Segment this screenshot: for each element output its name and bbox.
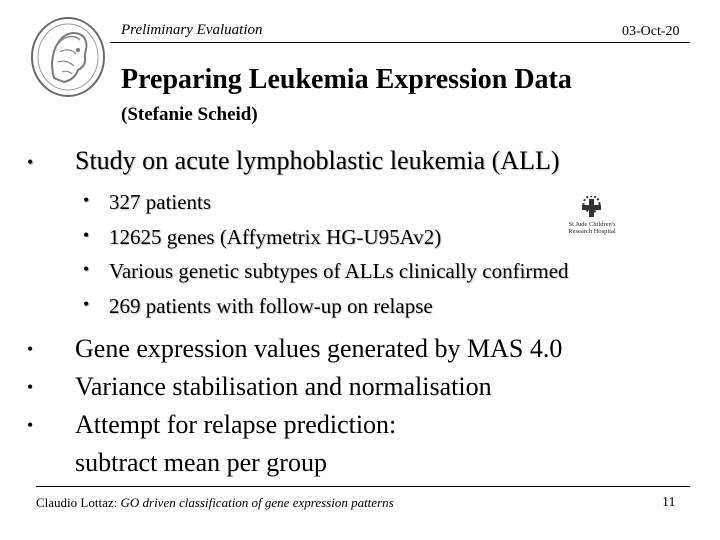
footer-citation [36,495,394,511]
list-item-text: 12625 genes (Affymetrix HG-U95Av2) [109,224,442,249]
list-item-text: 269 patients with follow-up on relapse [109,293,433,318]
list-item [27,330,562,368]
list-item-text: Variance stabilisation and normalisation [75,372,492,401]
header-section-title: Preliminary Evaluation [121,22,263,38]
slide-subtitle: (Stefanie Scheid) [121,104,258,125]
bullet-marker: • [27,377,34,397]
svg-text:Research Hospital: Research Hospital [568,228,616,235]
svg-text:St Jude Children's: St Jude Children's [568,221,616,228]
page-number: 11 [662,495,676,510]
list-item-text: Various genetic subtypes of ALLs clinically confirmed [109,259,569,283]
list-item-text: Attempt for relapse prediction: [75,410,397,439]
list-item-text-continuation: subtract mean per group [75,448,327,477]
bullet-marker: • [27,339,34,359]
bullet-marker: • [27,152,34,172]
bullet-marker: • [83,293,90,314]
footer-author: Claudio Lottaz: [36,495,118,510]
header-divider [110,42,690,43]
list-item-text: 327 patients [109,190,212,214]
list-item [27,368,562,406]
list-item [27,406,562,482]
footer-divider [36,486,690,487]
footer-topic: GO driven classification of gene expression patterns [120,495,394,510]
intro-bullet-text: Study on acute lymphoblastic leukemia (ALL) [75,146,560,175]
bullet-marker: • [27,415,34,435]
slide-title: Preparing Leukemia Expression Data [121,64,572,95]
list-item-text: Gene expression values generated by MAS 4.0 [75,334,563,363]
hospital-logo-icon [556,196,628,246]
header-date: 03-Oct-20 [622,24,680,39]
bullet-marker: • [83,259,90,279]
bullet-marker: • [83,190,90,210]
main-bullet-list [27,330,562,482]
minerva-seal-icon [28,14,108,100]
bullet-marker: • [83,224,90,245]
